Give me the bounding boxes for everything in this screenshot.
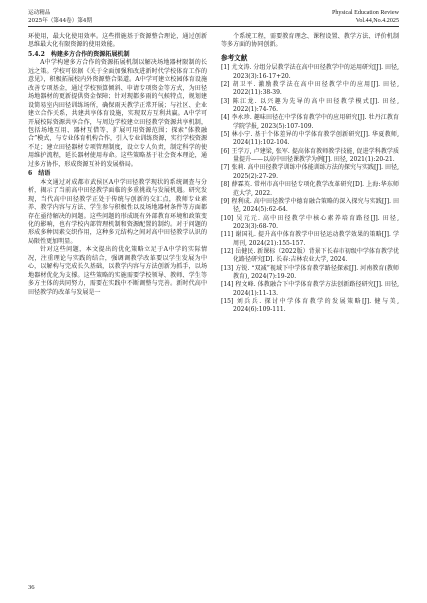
page-header <box>28 9 399 31</box>
body-paragraph: 本文通过对成都市武侯区A中学田径教学现状的系统调查与分析，揭示了当前高中田径教学面临的多重挑战与发展机遇。研究发现，当代高中田径教学正处于传统与创新的交汇点，教师专业素养、教学内容与方法、学生参与积极性以及场地器材条件等方面都存在亟待解决的问题。这些问题的形成既有外部教育环境和政策变化的影响，也有学校内部管理机制和资源配置的制约。对于问题的形成多种因素交织作用，这种多元结构之间对高中田径教学认识的局限性更加明显。 <box>28 178 207 245</box>
reference-item: [13] 方锐. “双减”视域下中学体育教学路径探索[J]. 河南教育(教师教育), 2024(7):19-20. <box>221 264 399 280</box>
reference-item: [11] 谢国礼. 提升高中体育教学中田径运动教学效果的策略[J]. 学周刊, 2024(21):155-157. <box>221 231 399 247</box>
section-heading: 6 结语 <box>28 170 51 178</box>
reference-item: [8] 薛霖英. 常州市高中田径专项化教学改革研究[D]. 上海:华东师范大学, 2022. <box>221 181 399 197</box>
left-column <box>28 33 207 297</box>
body-paragraph: 环使用，最大化使用效率。这些措施基于资源整合理论，通过创新思维最大化有限资源的使用效能。 <box>28 33 207 49</box>
reference-list <box>221 64 399 314</box>
reference-item: [7] 张莉. 高中田径教学训练中体能训练方法的探究与实践[J]. 田径, 2025(2):27-29. <box>221 164 399 180</box>
reference-item: [6] 王学万, 卢建梁, 张军. 提高体育教师教学技能, 促进学科教学质量提升——以高中田径课教学为例[J]. 田径, 2021(1):20-21. <box>221 147 399 164</box>
issue-info-cn: 2025年（第44卷）第4期 <box>28 18 93 24</box>
reference-item: [10] 吴元元. 高中田径教学中核心素养培育路径[J]. 田径, 2023(3):68-70. <box>221 214 399 230</box>
reference-item: [1] 尤文涛. 分组分层教学法在高中田径教学中的运用研究[J]. 田径, 2023(3):16-17+20. <box>221 64 399 80</box>
header-rule <box>28 26 399 27</box>
reference-item: [3] 陈江龙. 以兴趣为先导的高中田径教学模式[J]. 田径, 2022(1):74-76. <box>221 97 399 114</box>
body-paragraph: A中学构建多方合作的资源拓展机制以解决场地器材限制的长远之策。学校可依据《关于全面加强和改进新时代学校体育工作的意见》，积极拓展校内外资源整合渠道。A中学可建立校园体育设施改善专项基金，通过学校预算倾斜、申请专项资金等方式，为田径场地器材的更新提供资金保障；针对现都多雨的气候特点，规划建设简易室内田径训练场所，确保雨天教学正常开展；与社区、企业建立合作关系，共建共享体育设施，实现双方互利共赢。A中学可开展校际资源共享合作，与周边学校建立田径教学资源共享机制，包括场地互用、器材互借等，扩展可用资源范围；探索“体教融合”模式，与专业体育机构合作，引入专业训练资源，实行学校资源不足；建立田径器材专项管理制度，设立专人负责，制定科学的使用维护流程，延长器材使用寿命。这些策略基于社会资本理论，通过多方协作，形成资源互补的发展格局。 <box>28 59 207 168</box>
journal-name-en: Physical Education Review <box>331 10 399 16</box>
reference-item: [4] 李永珍. 趣味田径在中学体育教学中的应用研究[J]. 牡丹江教育学院学报, 2023(5):107-109. <box>221 114 399 130</box>
body-paragraph: 针对这些问题，本文提出的优化策略立足于A中学的实际情况，注重理论与实践的结合，强调调教学改革要以学生发展为中心，以解构与完成长久基础，以教学内容与方法创新为抓手，以场地器材优化为支撑。这些策略的实施需要学校领导、教师、学生等多方主体的共同努力，需要在实践中不断调整与完善。新时代高中田径教学的改革与发展是一 <box>28 246 207 296</box>
body-paragraph: 个系统工程，需要教育理念、课程设置、教学方法、评价机制等多方面的协同创新。 <box>221 33 399 49</box>
reference-item: [14] 程文峰. 体教融合下中学体育教学方法创新路径研究[J]. 田径, 2024(1):11-13. <box>221 281 399 297</box>
reference-item: [5] 林小宁. 基于个体差异的中学体育教学创新研究[J]. 华夏教师, 2024(11):102-104. <box>221 131 399 147</box>
references-title: 参考文献 <box>221 53 248 62</box>
reference-item: [9] 程利成. 高中田径教学中德育融合策略的深入探究与实践[J]. 田径, 2024(5):62-64. <box>221 197 399 214</box>
section-heading: 5.4.2 构建多方合作的资源拓展机制 <box>28 50 130 58</box>
issue-info-en: Vol.44,No.4.2025 <box>355 18 399 24</box>
right-column <box>221 33 399 315</box>
journal-name-cn: 运动精品 <box>28 10 51 16</box>
reference-item: [12] 岳健民. 新课标（2022版）背景下长春市初级中学体育教学优化路径研究[D]. 长春:吉林农业大学, 2024. <box>221 247 399 264</box>
reference-item: [2] 胡卫平. 激励教学法在高中田径教学中的应用[J]. 田径, 2022(11):38-39. <box>221 81 399 97</box>
reference-item: [15] 刘兵兵. 探讨中学体育教学的发展策略[J]. 健与美, 2024(6):109-111. <box>221 297 399 314</box>
page-number: 36 <box>28 584 35 591</box>
